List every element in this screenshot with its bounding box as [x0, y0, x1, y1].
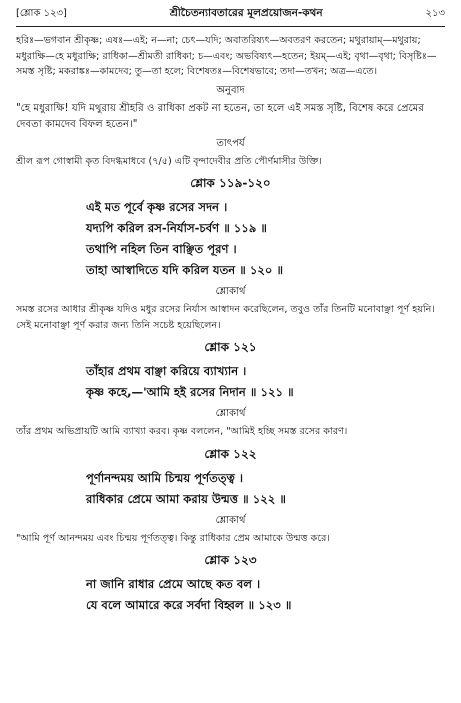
purport-label: তাৎপর্য	[216, 137, 245, 149]
verse-block	[86, 361, 445, 403]
verse-translation-label: শ্লোকার্থ	[215, 514, 246, 526]
verse-translation-label: শ্লোকার্থ	[215, 286, 246, 297]
verse-title: শ্লোক ১২৩	[204, 553, 257, 567]
verse-line: কৃষ্ণ কহে,—'আমি হই রসের নিদান ॥ ১২১ ॥	[86, 385, 294, 399]
verse-block	[86, 197, 445, 281]
verse-line: এই মত পূর্বে কৃষ্ণ রসের সদন ।	[86, 200, 228, 214]
verse-translation-label: শ্লোকার্থ	[215, 408, 246, 419]
verse-line: না জানি রাধার প্রেমে আছে কত বল ।	[86, 577, 261, 591]
verse-line: রাধিকার প্রেমে আমা করায় উন্মত্ত ॥ ১২২ ॥	[86, 491, 286, 506]
verse-title: শ্লোক ১২২	[204, 446, 257, 461]
page-number: ২১৩	[425, 8, 445, 19]
verse-title: শ্লোক ১১৯-১২০	[190, 176, 271, 190]
verse-line: তথাপি নহিল তিন বাঞ্ছিত পূরণ ।	[86, 242, 237, 256]
verse-line: পূর্ণানন্দময় আমি চিন্ময় পূর্ণতত্ত্ব ।	[86, 470, 244, 485]
verse-translation-text: তাঁর প্রথম অভিপ্রায়টি আমি ব্যাখ্যা করব। কৃষ্ণ বললেন, "আমিই হচ্ছি সমস্ত রসের কারণ।	[16, 426, 348, 437]
purport-text: শ্রীল রূপ গোস্বামী কৃত বিদগ্ধমাধবে (৭/৫) এটি বৃন্দাদেবীর প্রতি পৌর্ণমাসীর উক্তি।	[16, 155, 322, 167]
verse-line: তাহা আস্বাদিতে যদি করিল যতন ॥ ১২০ ॥	[86, 263, 284, 277]
verse-title: শ্লোক ১২১	[204, 340, 257, 354]
verse-line: তাঁহার প্রথম বাঞ্ছা করিয়ে ব্যাখ্যান ।	[86, 364, 247, 378]
header-chapter-title: শ্রীচৈতন্যাবতারের মূলপ্রয়োজন-কথন	[169, 7, 323, 19]
verse-block	[86, 574, 445, 616]
verse-block	[86, 468, 445, 510]
header-verse-ref: [শ্লোক ১২৩]	[16, 8, 67, 19]
running-header	[16, 6, 445, 27]
translation-label: অনুবাদ	[216, 84, 245, 96]
verse-line: যদ্যপি করিল রস-নির্যাস-চর্বণ ॥ ১১৯ ॥	[86, 221, 267, 235]
translation-text: "হে মধুরাক্ষি! যদি মথুরায় শ্রীহরি ও রাধিকা প্রকট না হতেন, তা হলে এই সমস্ত সৃষ্টি, বিশেষ করে প্রেমের দেবতা কামদেব বিফল হতেন।"	[16, 102, 424, 130]
word-meanings: হরিঃ—ভগবান শ্রীকৃষ্ণ; এষঃ—এই; ন—না; চেৎ—যদি; অবাতরিষ্যৎ—অবতরণ করতেন; মথুরায়াম্—মথুরায়; মধুরাক্ষি—হে মধুরাক্ষি; রাধিকা—শ্রীমতী রাধিকা; চ—এবং; অভবিষ্যৎ—হতেন; ইয়ম্—এই; বৃথা—বৃথা; বিসৃষ্টিঃ—সমস্ত সৃষ্টি; মকরাঙ্কঃ—কামদেব; তু—তা হলে; বিশেষতঃ—বিশেষভাবে; তদা—তখন; অত্র—এতে।	[16, 35, 437, 77]
verse-line: যে বলে আমারে করে সর্বদা বিহ্বল ॥ ১২৩ ॥	[86, 598, 292, 612]
verse-translation-text: সমস্ত রসের আধার শ্রীকৃষ্ণ যদিও মধুর রসের নির্যাস আস্বাদন করেছিলেন, তবুও তাঁর তিনটি মনোবাঞ্ছা পূর্ণ হয়নি। সেই মনোবাঞ্ছা পূর্ণ করার জন্য তিনি সচেষ্ট হয়েছিলেন।	[16, 304, 435, 331]
verse-translation-text: "আমি পূর্ণ আনন্দময় এবং চিন্ময় পূর্ণতত্ত্ব। কিন্তু রাধিকার প্রেম আমাকে উন্মত্ত করে।	[16, 532, 330, 544]
